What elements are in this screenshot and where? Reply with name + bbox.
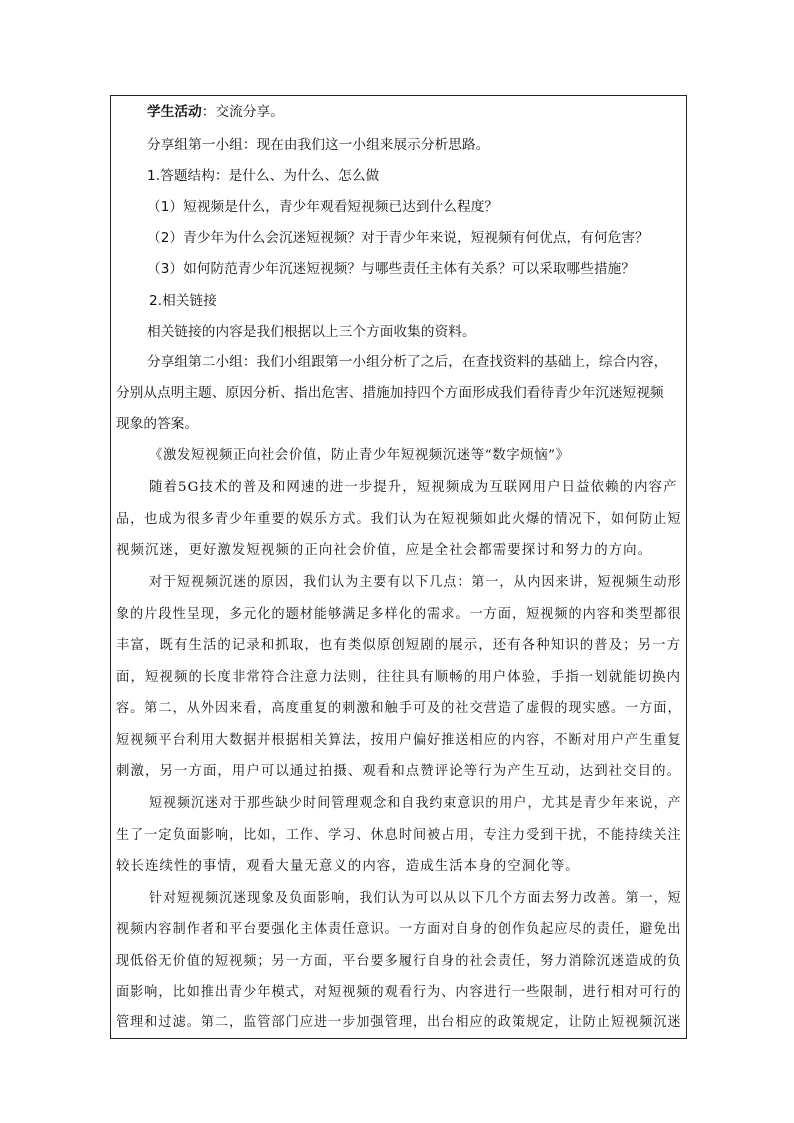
paragraph-3-line-1: 短视频沉迷对于那些缺少时间管理观念和自我约束意识的用户，尤其是青少年来说，产 [149,796,682,811]
group2-line-1: 分享组第二小组：我们小组跟第一小组分析了之后，在查找资料的基础上，综合内容， [147,354,668,370]
question-2: （2）青少年为什么会沉迷短视频？对于青少年来说，短视频有何优点，有何危害？ [147,230,649,246]
activity-line [147,103,284,121]
paragraph-4-line-3: 现低俗无价值的短视频；另一方面，平台要多履行自身的社会责任，努力消除沉迷造成的负 [116,954,682,969]
paragraph-4-line-1: 针对短视频沉迷现象及负面影响，我们认为可以从以下几个方面去努力改善。第一，短 [149,891,682,906]
paragraph-2-line-7: 刺激，另一方面，用户可以通过拍摄、观看和点赞评论等行为产生互动，达到社交目的。 [116,764,682,779]
activity-label: 学生活动 [147,104,202,120]
paragraph-2-line-1: 对于短视频沉迷的原因，我们认为主要有以下几点：第一，从内因来讲，短视频生动形 [149,575,682,590]
paragraph-1-line-1: 随着5G技术的普及和网速的进一步提升，短视频成为互联网用户日益依赖的内容产 [149,480,678,495]
links-text: 相关链接的内容是我们根据以上三个方面收集的资料。 [147,324,476,340]
activity-text: ：交流分享。 [201,104,284,120]
paragraph-2-line-3: 丰富，既有生活的记录和抓取，也有类似原创短剧的展示，还有各种知识的普及；另一方 [116,638,682,653]
paragraph-1-line-2: 品，也成为很多青少年重要的娱乐方式。我们认为在短视频如此火爆的情况下，如何防止短 [116,512,682,527]
group2-line-3: 现象的答案。 [116,416,199,432]
paragraph-2-line-2: 象的片段性呈现，多元化的题材能够满足多样化的需求。一方面，短视频的内容和类型都很 [116,607,682,622]
structure-heading: 1.答题结构：是什么、为什么、怎么做 [147,168,380,184]
essay-title: 《激发短视频正向社会价值，防止青少年短视频沉迷等“数字烦恼”》 [149,448,570,463]
document-table-cell [110,95,687,1039]
paragraph-2-line-4: 面，短视频的长度非常符合注意力法则，往往具有顺畅的用户体验，手指一划就能切换内 [116,670,682,685]
paragraph-4-line-5: 管理和过滤。第二，监管部门应进一步加强管理，出台相应的政策规定，让防止短视频沉迷 [116,1015,682,1030]
paragraph-3-line-3: 较长连续性的事情，观看大量无意义的内容，造成生活本身的空洞化等。 [116,859,580,874]
group2-line-2: 分别从点明主题、原因分析、指出危害、措施加持四个方面形成我们看待青少年沉迷短视频 [116,385,664,401]
question-3: （3）如何防范青少年沉迷短视频？与哪些责任主体有关系？可以采取哪些措施？ [147,261,636,277]
links-heading: 2.相关链接 [149,293,217,309]
question-1: （1）短视频是什么，青少年观看短视频已达到什么程度？ [147,199,499,215]
group1-intro: 分享组第一小组：现在由我们这一小组来展示分析思路。 [147,137,490,153]
paragraph-4-line-4: 面影响，比如推出青少年模式，对短视频的观看行为、内容进行一些限制，进行相对可行的 [116,985,682,1000]
paragraph-1-line-3: 视频沉迷，更好激发短视频的正向社会价值，应是全社会都需要探讨和努力的方向。 [116,543,653,558]
paragraph-2-line-5: 容。第二，从外因来看，高度重复的刺激和触手可及的社交营造了虚假的现实感。一方面， [116,701,682,716]
paragraph-3-line-2: 生了一定负面影响，比如，工作、学习、休息时间被占用，专注力受到干扰，不能持续关注 [116,828,682,843]
paragraph-2-line-6: 短视频平台利用大数据并根据相关算法，按用户偏好推送相应的内容，不断对用户产生重复 [116,733,682,748]
paragraph-4-line-2: 视频内容制作者和平台要强化主体责任意识。一方面对自身的创作负起应尽的责任，避免出 [116,922,682,937]
